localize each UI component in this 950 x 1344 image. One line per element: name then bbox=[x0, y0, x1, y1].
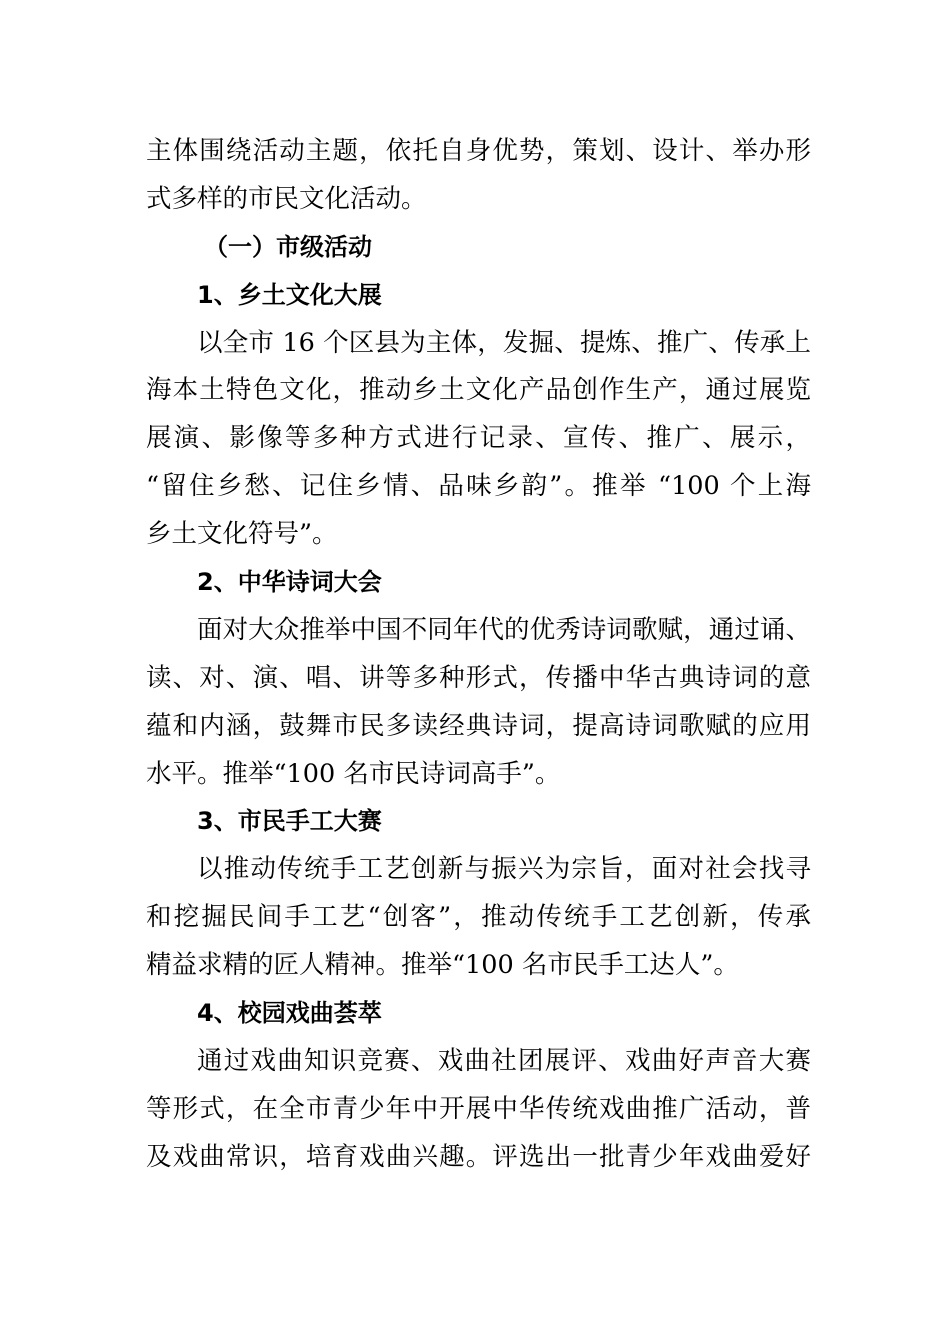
paragraph-line: 展演、影像等多种方式进行记录、宣传、推广、展示， bbox=[146, 423, 811, 454]
paragraph-line: 蕴和内涵，鼓舞市民多读经典诗词，提高诗词歌赋的应用 bbox=[146, 710, 811, 741]
intro-line: 主体围绕活动主题，依托自身优势，策划、设计、举办形 bbox=[146, 136, 811, 166]
paragraph-line: 读、对、演、唱、讲等多种形式，传播中华古典诗词的意 bbox=[146, 662, 811, 693]
paragraph-line: 水平。推举“100 名市民诗词高手”。 bbox=[146, 758, 561, 789]
paragraph-line: 通过戏曲知识竞赛、戏曲社团展评、戏曲好声音大赛 bbox=[197, 1045, 811, 1076]
document-body bbox=[146, 128, 811, 1182]
item-heading: 4、校园戏曲荟萃 bbox=[197, 999, 382, 1028]
paragraph-line: 以全市 16 个区县为主体，发掘、提炼、推广、传承上 bbox=[197, 327, 811, 358]
section-heading: （一）市级活动 bbox=[204, 232, 372, 261]
intro-line: 式多样的市民文化活动。 bbox=[146, 183, 427, 214]
item-heading: 3、市民手工大赛 bbox=[197, 807, 382, 836]
paragraph-line: 面对大众推举中国不同年代的优秀诗词歌赋，通过诵、 bbox=[197, 614, 811, 645]
paragraph-line: 等形式，在全市青少年中开展中华传统戏曲推广活动，普 bbox=[146, 1093, 811, 1124]
item-heading: 1、乡土文化大展 bbox=[197, 280, 382, 309]
paragraph-line: “留住乡愁、记住乡情、品味乡韵”。推举 “100 个上海 bbox=[146, 471, 811, 502]
paragraph-line: 以推动传统手工艺创新与振兴为宗旨，面对社会找寻 bbox=[197, 854, 811, 885]
paragraph-line: 精益求精的匠人精神。推举“100 名市民手工达人”。 bbox=[146, 950, 739, 981]
paragraph-line: 及戏曲常识，培育戏曲兴趣。评选出一批青少年戏曲爱好 bbox=[146, 1141, 811, 1172]
item-heading: 2、中华诗词大会 bbox=[197, 568, 382, 597]
paragraph-line: 乡土文化符号”。 bbox=[146, 519, 338, 550]
paragraph-line: 海本土特色文化，推动乡土文化产品创作生产，通过展览 bbox=[146, 375, 811, 406]
paragraph-line: 和挖掘民间手工艺“创客”，推动传统手工艺创新，传承 bbox=[146, 902, 811, 933]
